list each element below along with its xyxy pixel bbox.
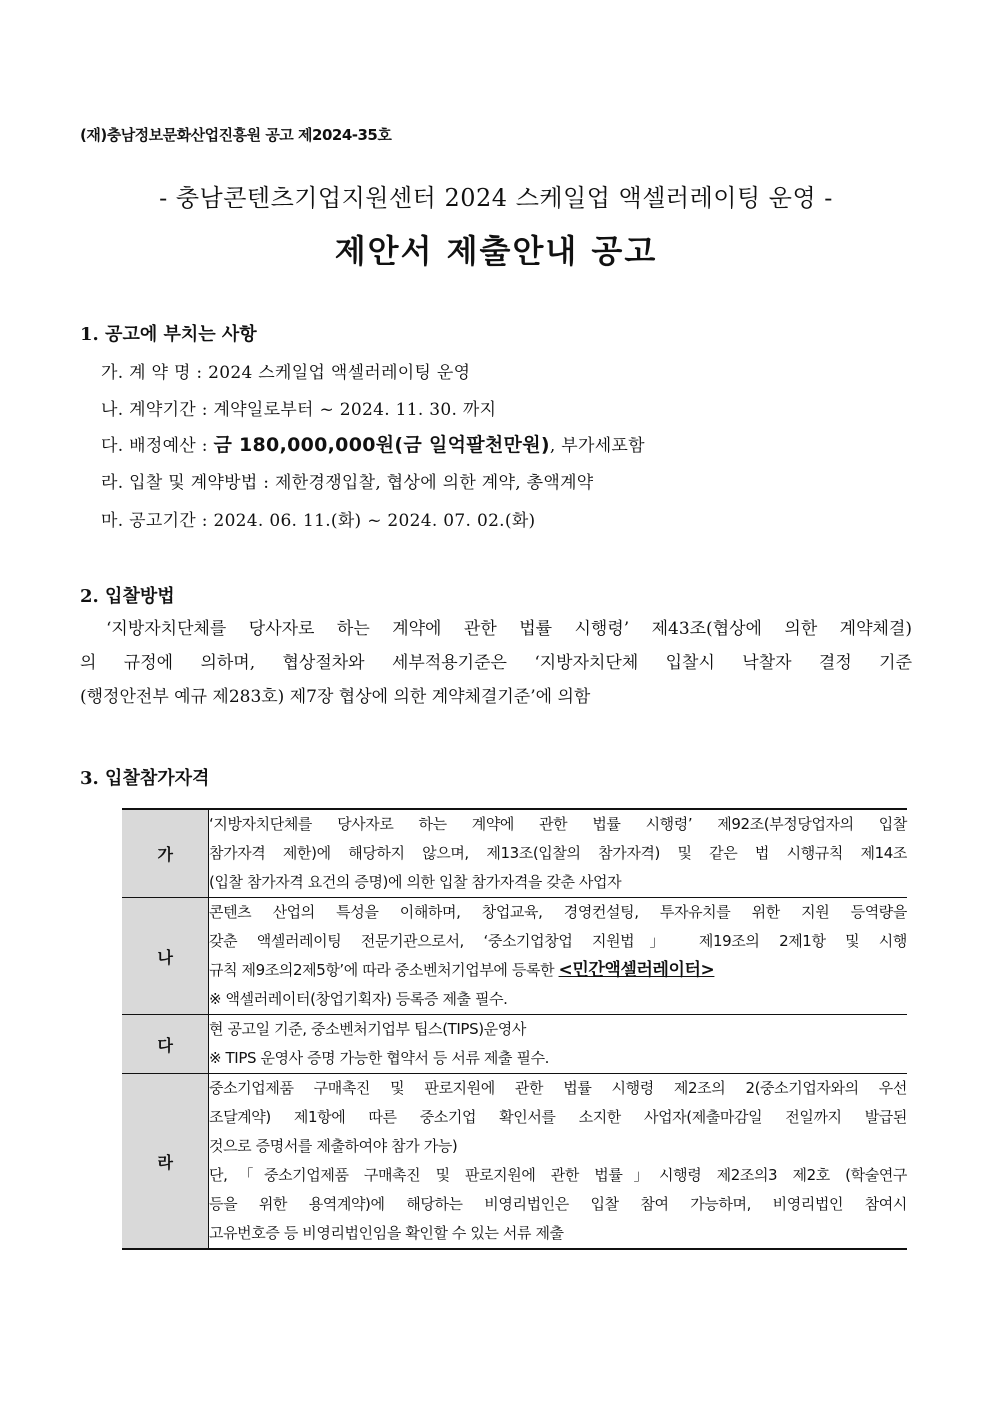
budget-label: 다. 배정예산 :: [101, 436, 214, 456]
qualifications-table: [122, 808, 907, 1250]
description-line: 조달계약) 제1항에 따른 중소기업 확인서를 소지한 사업자(제출마감일 전일까지 발급된: [209, 1108, 907, 1126]
description-note: ※ TIPS 운영사 증명 가능한 협약서 등 서류 제출 필수.: [209, 1049, 550, 1067]
section-3-heading: 3. 입찰참가자격: [80, 768, 210, 789]
description-line: 중소기업제품 구매촉진 및 판로지원에 관한 법률 시행령 제2조의 2(중소기업자와의 우선: [209, 1079, 907, 1097]
paragraph-line: ‘지방자치단체를 당사자로 하는 계약에 관한 법률 시행령’ 제43조(협상에 의한 계약체결): [106, 619, 912, 639]
table-row: [122, 1015, 907, 1074]
table-row: [122, 1074, 907, 1250]
table-row: [122, 898, 907, 1015]
description-text: 규칙 제9조의2제5항’에 따라 중소벤처기업부에 등록한: [209, 961, 559, 979]
description-line: 단,「중소기업제품 구매촉진 및 판로지원에 관한 법률」시행령 제2조의3 제2호 (학술연구: [209, 1166, 907, 1184]
description-line: 갖춘 액셀러레이팅 전문기관으로서, ‘중소기업창업 지원법」 제19조의 2제1항 및 시행: [209, 932, 907, 950]
description-line: 고유번호증 등 비영리법인임을 확인할 수 있는 서류 제출: [209, 1224, 564, 1242]
row-key: 나: [122, 898, 209, 1015]
paragraph-line: 의 규정에 의하며, 협상절차와 세부적용기준은 ‘지방자치단체 입찰시 낙찰자 결정 기준: [80, 653, 912, 673]
description-line: 콘텐츠 산업의 특성을 이해하며, 창업교육, 경영컨설팅, 투자유치를 위한 지원 등역량을: [209, 903, 907, 921]
description-line: ‘지방자치단체를 당사자로 하는 계약에 관한 법률 시행령’ 제92조(부정당업자의 입찰: [209, 815, 907, 833]
budget-amount: 금 180,000,000원(금 일억팔천만원): [213, 434, 550, 456]
table-row: [122, 809, 907, 898]
row-description: [209, 809, 908, 898]
row-key: 라: [122, 1074, 209, 1250]
row-key: 가: [122, 809, 209, 898]
private-accelerator-label: <민간액셀러레이터>: [558, 960, 715, 980]
row-description: [209, 898, 908, 1015]
bid-method-item: 라. 입찰 및 계약방법 : 제한경쟁입찰, 협상에 의한 계약, 총액계약: [101, 473, 594, 493]
contract-name-item: 가. 계 약 명 : 2024 스케일업 액셀러레이팅 운영: [101, 363, 471, 383]
budget-suffix: , 부가세포함: [549, 436, 645, 456]
paragraph-line: (행정안전부 예규 제283호) 제7장 협상에 의한 계약체결기준’에 의함: [80, 687, 591, 707]
budget-item: [101, 430, 645, 457]
notice-number: (재)충남정보문화산업진흥원 공고 제2024-35호: [80, 126, 392, 144]
document-title: 제안서 제출안내 공고: [334, 232, 658, 270]
row-key: 다: [122, 1015, 209, 1074]
description-line: [209, 956, 907, 985]
document-subtitle: - 충남콘텐츠기업지원센터 2024 스케일업 액셀러레이팅 운영 -: [159, 184, 833, 212]
description-line: 등을 위한 용역계약)에 해당하는 비영리법인은 입찰 참여 가능하며, 비영리법인 참여시: [209, 1195, 907, 1213]
notice-period-item: 마. 공고기간 : 2024. 06. 11.(화) ~ 2024. 07. 02.(화): [101, 511, 536, 531]
description-line: 참가자격 제한)에 해당하지 않으며, 제13조(입찰의 참가자격) 및 같은 법 시행규칙 제14조: [209, 844, 907, 862]
description-line: (입찰 참가자격 요건의 증명)에 의한 입찰 참가자격을 갖춘 사업자: [209, 873, 622, 891]
section-1-heading: 1. 공고에 부치는 사항: [80, 324, 257, 345]
section-2-paragraph: [80, 612, 912, 714]
description-note: ※ 액셀러레이터(창업기획자) 등록증 제출 필수.: [209, 990, 508, 1008]
row-description: [209, 1015, 908, 1074]
row-description: [209, 1074, 908, 1250]
description-line: 현 공고일 기준, 중소벤처기업부 팁스(TIPS)운영사: [209, 1020, 526, 1038]
contract-period-item: 나. 계약기간 : 계약일로부터 ~ 2024. 11. 30. 까지: [101, 400, 497, 420]
description-line: 것으로 증명서를 제출하여야 참가 가능): [209, 1137, 458, 1155]
section-2-heading: 2. 입찰방법: [80, 586, 175, 607]
